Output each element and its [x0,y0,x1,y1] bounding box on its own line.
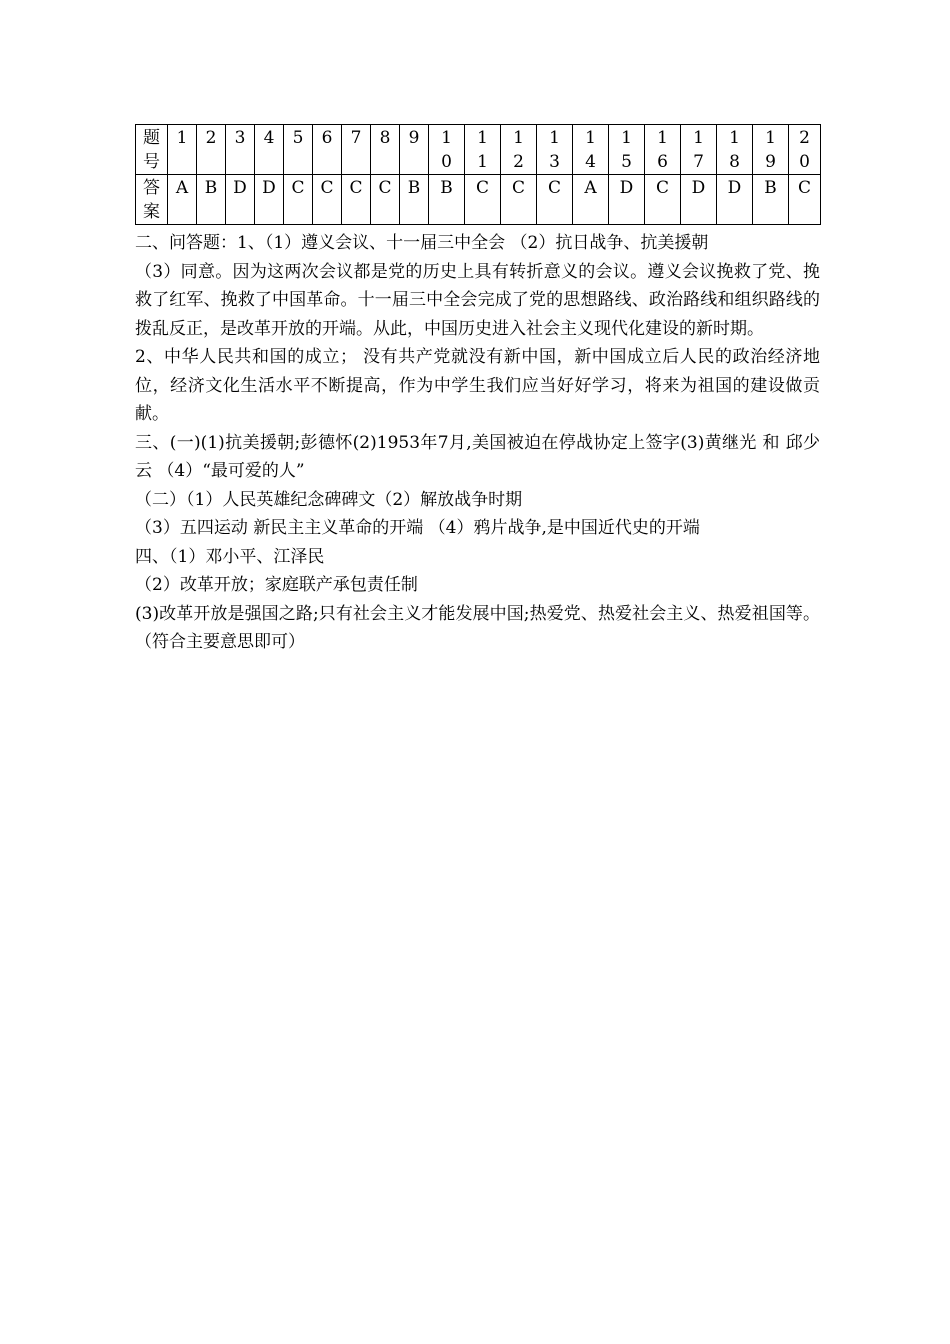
question-number-digit: 6 [321,128,333,148]
question-number-digit: 6 [657,152,668,172]
answer-cell: C [465,175,501,225]
question-number-digit: 8 [379,128,391,148]
question-number-digit: 4 [585,152,596,172]
answer-cell: D [255,175,284,225]
question-number-digit: 1 [765,128,776,148]
answer-cell: C [789,175,821,225]
question-number-cell [197,125,226,175]
answer-cell: B [197,175,226,225]
paragraph: （2）改革开放；家庭联产承包责任制 [135,575,418,595]
answer-table [135,124,821,225]
question-number-digit: 8 [729,152,740,172]
question-number-cell [342,125,371,175]
answer-cell: C [537,175,573,225]
answer-cell: C [501,175,537,225]
question-number-cell [537,125,573,175]
question-number-cell [371,125,400,175]
answer-cell: D [681,175,717,225]
question-number-digit: 1 [693,128,704,148]
question-number-digit: 2 [799,128,810,148]
header-char: 案 [143,202,160,222]
paragraph: （3）五四运动 新民主主义革命的开端 （4）鸦片战争,是中国近代史的开端 [135,518,700,538]
answer-cell: A [573,175,609,225]
question-number-cell [284,125,313,175]
paragraph: （3）同意。因为这两次会议都是党的历史上具有转折意义的会议。遵义会议挽救了党、挽救了红军、挽救了中国革命。十一届三中全会完成了党的思想路线、政治路线和组织路线的拨乱反正，是改革开放的开端。从此，中国历史进入社会主义现代化建设的新时期。 [135,261,820,339]
question-number-digit: 2 [205,128,217,148]
paragraph: 三、(一)(1)抗美援朝;彭德怀(2)1953年7月,美国被迫在停战协定上签字(3)黄继光 和 邱少云 （4）“最可爱的人” [135,432,820,481]
answer-cell: B [400,175,429,225]
paragraph: (3)改革开放是强国之路;只有社会主义才能发展中国;热爱党、热爱社会主义、热爱祖国等。（符合主要意思即可） [135,603,820,652]
header-char: 题 [143,128,160,148]
question-number-digit: 5 [621,152,632,172]
question-number-cell [313,125,342,175]
paragraph: 2、中华人民共和国的成立； 没有共产党就没有新中国，新中国成立后人民的政治经济地位，经济文化生活水平不断提高，作为中学生我们应当好好学习，将来为祖国的建设做贡献。 [135,347,820,424]
answer-cell: D [226,175,255,225]
question-number-row [136,125,821,175]
question-number-cell [645,125,681,175]
answer-cell: D [609,175,645,225]
question-number-cell [400,125,429,175]
answer-cell: C [284,175,313,225]
question-number-cell [501,125,537,175]
question-number-cell [429,125,465,175]
question-number-digit: 4 [263,128,275,148]
answer-cell: B [753,175,789,225]
question-number-cell [573,125,609,175]
question-number-digit: 1 [477,128,488,148]
question-number-cell [789,125,821,175]
question-number-cell [717,125,753,175]
answer-cell: C [342,175,371,225]
question-number-cell [609,125,645,175]
question-number-cell [681,125,717,175]
question-number-digit: 9 [765,152,776,172]
answer-cell: C [313,175,342,225]
question-number-cell [465,125,501,175]
paragraph: （二）（1）人民英雄纪念碑碑文（2）解放战争时期 [135,489,523,510]
question-number-digit: 1 [585,128,596,148]
question-number-digit: 3 [549,152,560,172]
question-number-digit: 0 [441,152,452,172]
answer-cell: C [645,175,681,225]
question-number-digit: 7 [350,128,362,148]
question-number-digit: 2 [513,152,524,172]
header-char: 答 [143,178,160,198]
question-number-digit: 1 [657,128,668,148]
question-number-digit: 1 [477,152,488,172]
answer-text [135,229,820,657]
question-number-digit: 1 [441,128,452,148]
question-number-cell [255,125,284,175]
question-number-digit: 1 [729,128,740,148]
question-number-digit: 5 [292,128,304,148]
question-number-digit: 3 [234,128,246,148]
header-char: 号 [143,152,160,172]
question-number-cell [226,125,255,175]
question-number-cell [753,125,789,175]
answer-sheet [135,124,820,657]
question-number-digit: 9 [408,128,420,148]
question-number-digit: 1 [549,128,560,148]
question-number-digit: 7 [693,152,704,172]
paragraph: 二、问答题：1、（1）遵义会议、十一届三中全会 （2）抗日战争、抗美援朝 [135,233,709,253]
question-number-digit: 1 [176,128,188,148]
answer-header [136,175,168,225]
answer-cell: B [429,175,465,225]
question-number-digit: 1 [513,128,524,148]
question-number-digit: 1 [621,128,632,148]
paragraph: 四、（1）邓小平、江泽民 [135,546,325,567]
question-number-digit: 0 [799,152,810,172]
answer-cell: A [168,175,197,225]
answer-cell: D [717,175,753,225]
question-number-cell [168,125,197,175]
question-number-header [136,125,168,175]
answer-row [136,175,821,225]
answer-cell: C [371,175,400,225]
